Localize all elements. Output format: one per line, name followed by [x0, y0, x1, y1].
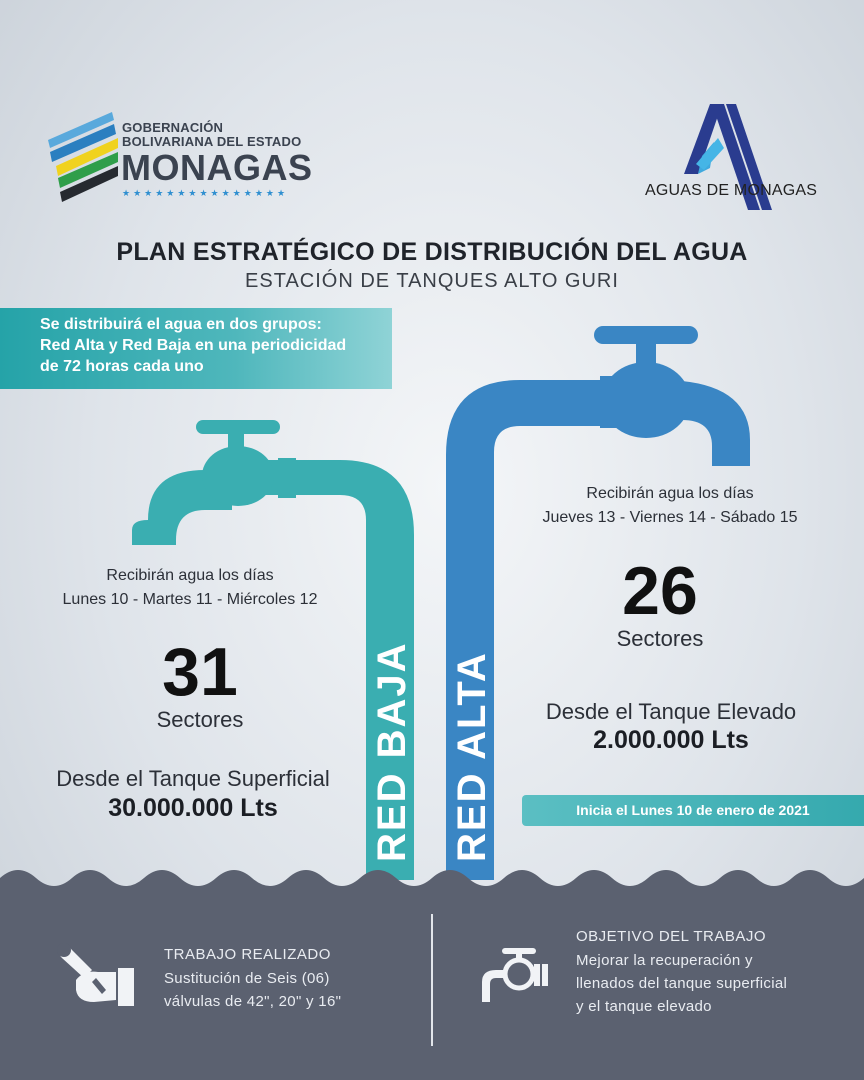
red-baja-days-intro: Recibirán agua los días	[106, 567, 274, 584]
gobernacion-line2: BOLIVARIANA DEL ESTADO	[122, 134, 302, 149]
footer-divider	[431, 914, 433, 1046]
red-alta-source: Desde el Tanque Elevado	[545, 699, 797, 724]
work-title: TRABAJO REALIZADO	[164, 946, 331, 963]
start-date-badge: Inicia el Lunes 10 de enero de 2021	[522, 795, 864, 826]
red-alta-sectors-label: Sectores	[616, 626, 704, 651]
red-alta-count: 26	[622, 553, 698, 629]
red-alta-label: RED ALTA	[450, 651, 494, 862]
banner-line2: Red Alta y Red Baja en una periodicidad	[40, 337, 347, 354]
red-baja-sectors-label: Sectores	[156, 707, 244, 732]
red-baja-capacity: 30.000.000 Lts	[108, 794, 278, 822]
gobernacion-name: MONAGAS	[121, 147, 313, 188]
banner-line1: Se distribuirá el agua en dos grupos:	[40, 316, 322, 333]
red-alta-days-intro: Recibirán agua los días	[586, 485, 754, 502]
aguas-name: AGUAS DE MONAGAS	[645, 182, 818, 199]
red-baja-source: Desde el Tanque Superficial	[56, 766, 330, 791]
red-baja-label: RED BAJA	[370, 641, 414, 862]
work-line1: Sustitución de Seis (06)	[164, 970, 330, 987]
page-subtitle: ESTACIÓN DE TANQUES ALTO GURI	[245, 270, 619, 292]
goal-line3: y el tanque elevado	[576, 998, 712, 1015]
goal-line1: Mejorar la recuperación y	[576, 952, 753, 969]
page-title: PLAN ESTRATÉGICO DE DISTRIBUCIÓN DEL AGUA	[116, 238, 748, 266]
goal-title: OBJETIVO DEL TRABAJO	[576, 928, 767, 945]
red-baja-days: Lunes 10 - Martes 11 - Miércoles 12	[62, 591, 318, 608]
gobernacion-line1: GOBERNACIÓN	[122, 120, 224, 135]
work-line2: válvulas de 42", 20" y 16"	[164, 993, 342, 1010]
gobernacion-stars: ★★★★★★★★★★★★★★★	[122, 188, 289, 198]
goal-line2: llenados del tanque superficial	[576, 975, 788, 992]
valve-icon	[478, 946, 554, 1006]
red-alta-capacity: 2.000.000 Lts	[593, 726, 749, 754]
red-baja-count: 31	[162, 634, 238, 710]
wrench-hand-icon	[54, 940, 138, 1012]
red-alta-days: Jueves 13 - Viernes 14 - Sábado 15	[542, 509, 798, 526]
banner-line3: de 72 horas cada uno	[40, 358, 204, 375]
